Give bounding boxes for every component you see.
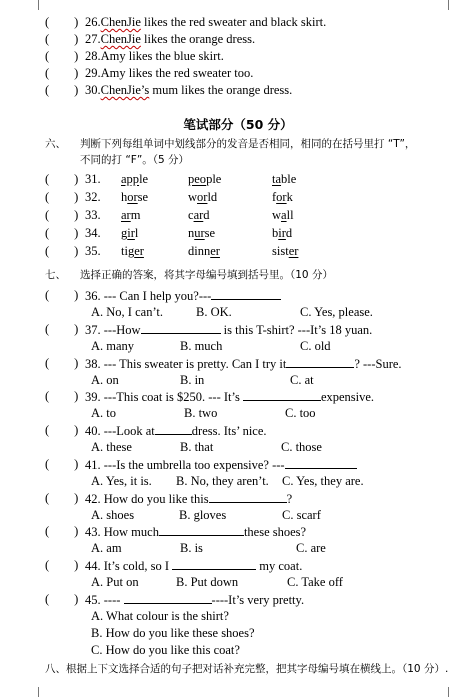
listening-item xyxy=(85,66,253,80)
word-part: d xyxy=(203,208,210,222)
written-section-title: 笔试部分（50 分） xyxy=(183,117,293,132)
section-seven-number: 七、 xyxy=(45,269,66,281)
word-underlined-part: ta xyxy=(272,172,282,186)
question-part: 42. How do you like this xyxy=(85,492,209,506)
item-name: ChenJie’s xyxy=(100,83,150,97)
question-part: expensive. xyxy=(320,390,375,404)
word-part: se xyxy=(204,226,216,240)
question-text xyxy=(85,389,374,404)
answer-bracket[interactable]: ( ) xyxy=(45,524,79,538)
question-part: 45. ---- xyxy=(85,593,124,607)
question-text xyxy=(85,558,302,573)
item-text: likes the orange dress. xyxy=(140,32,256,46)
question-part: ----It’s very pretty. xyxy=(211,593,305,607)
answer-option: C. are xyxy=(296,541,326,555)
word-underlined-part: ir xyxy=(127,226,135,240)
question-part: ? xyxy=(286,492,293,506)
answer-option: A. these xyxy=(91,440,132,454)
word-part: k xyxy=(286,190,293,204)
item-number: 29. xyxy=(85,66,101,80)
word-part: ple xyxy=(206,172,222,186)
word-part: m xyxy=(130,208,141,222)
listening-item xyxy=(85,15,326,29)
word-underlined-part: er xyxy=(134,244,144,258)
word xyxy=(272,208,294,222)
answer-blank[interactable] xyxy=(243,389,321,401)
answer-blank[interactable] xyxy=(211,288,281,300)
word-part: le xyxy=(139,172,149,186)
answer-blank[interactable] xyxy=(159,524,244,536)
answer-option: C. How do you like this coat? xyxy=(91,643,240,657)
question-part: dress. Its’ nice. xyxy=(191,424,267,438)
answer-option: A. shoes xyxy=(91,508,135,522)
word-underlined-part: ar xyxy=(193,208,204,222)
section-seven-instruction: 选择正确的答案，将其字母编号填到括号里。（10 分） xyxy=(80,269,333,281)
item-number: 27. xyxy=(85,32,101,46)
answer-option: A. am xyxy=(91,541,122,555)
answer-bracket[interactable]: ( ) xyxy=(45,558,79,572)
answer-option: C. Take off xyxy=(287,575,343,589)
word-underlined-part: er xyxy=(210,244,220,258)
word-underlined-part: a xyxy=(281,208,287,222)
word-part: w xyxy=(272,208,282,222)
word xyxy=(272,172,296,186)
question-part: 36. --- Can I help you?--- xyxy=(85,289,212,303)
crop-mark-top-right xyxy=(448,0,459,10)
answer-option: C. too xyxy=(285,406,316,420)
word-underlined-part: app xyxy=(121,172,140,186)
answer-blank[interactable] xyxy=(285,457,357,469)
answer-option: B. How do you like these shoes? xyxy=(91,626,255,640)
answer-bracket[interactable]: ( ) xyxy=(45,244,79,258)
crop-mark-bottom-right xyxy=(448,687,459,697)
question-part: my coat. xyxy=(256,559,303,573)
item-number: 34. xyxy=(85,226,101,240)
listening-item xyxy=(85,32,255,46)
answer-blank[interactable] xyxy=(286,356,354,368)
word xyxy=(188,208,210,222)
answer-bracket[interactable]: ( ) xyxy=(45,389,79,403)
question-part: 43. How much xyxy=(85,525,159,539)
answer-option: B. in xyxy=(180,373,205,387)
answer-option: B. that xyxy=(180,440,214,454)
section-six-number: 六、 xyxy=(45,138,66,150)
word-part: n xyxy=(188,226,195,240)
word-part: f xyxy=(272,190,277,204)
answer-bracket[interactable]: ( ) xyxy=(45,322,79,336)
answer-option: A. Yes, it is. xyxy=(91,474,152,488)
question-text xyxy=(85,491,292,506)
answer-option: C. at xyxy=(290,373,314,387)
question-part: 37. ---How xyxy=(85,323,141,337)
answer-option: C. Yes, please. xyxy=(300,305,373,319)
item-text: Amy likes the red sweater too. xyxy=(100,66,254,80)
word xyxy=(272,190,293,204)
word xyxy=(188,172,221,186)
word xyxy=(272,244,298,258)
word-part: sist xyxy=(272,244,289,258)
word-part: ld xyxy=(207,190,218,204)
question-text xyxy=(85,592,304,607)
question-part: 39. ---This coat is $250. --- It’s xyxy=(85,390,243,404)
answer-bracket[interactable]: ( ) xyxy=(45,226,79,240)
item-number: 31. xyxy=(85,172,101,186)
word-part: w xyxy=(188,190,198,204)
word-part: b xyxy=(272,226,279,240)
answer-blank[interactable] xyxy=(155,423,192,435)
question-text xyxy=(85,322,372,337)
answer-option: B. is xyxy=(180,541,203,555)
question-text xyxy=(85,457,357,472)
answer-blank[interactable] xyxy=(141,322,221,334)
answer-option: A. What colour is the shirt? xyxy=(91,609,229,623)
answer-bracket[interactable]: ( ) xyxy=(45,15,79,29)
answer-option: C. those xyxy=(281,440,322,454)
answer-option: A. to xyxy=(91,406,116,420)
question-part: 44. It’s cold, so I xyxy=(85,559,173,573)
section-six-instruction-line1: 判断下列每组单词中划线部分的发音是否相同，相同的在括号里打 “T”， xyxy=(80,138,416,150)
answer-option: B. Put down xyxy=(176,575,239,589)
question-part: these shoes? xyxy=(243,525,307,539)
word xyxy=(188,244,220,258)
answer-bracket[interactable]: ( ) xyxy=(45,356,79,370)
word-part: l xyxy=(134,226,139,240)
answer-bracket[interactable]: ( ) xyxy=(45,66,79,80)
word-part: dinn xyxy=(188,244,211,258)
listening-item xyxy=(85,83,292,97)
word-part: ll xyxy=(286,208,294,222)
answer-option: B. gloves xyxy=(179,508,227,522)
section-eight-instruction: 八、根据上下文选择合适的句子把对话补充完整，把其字母编号填在横线上。（10 分）. xyxy=(45,663,449,675)
answer-bracket[interactable]: ( ) xyxy=(45,49,79,63)
item-text: likes the red sweater and black skirt. xyxy=(140,15,327,29)
item-number: 30. xyxy=(85,83,101,97)
question-text xyxy=(85,356,402,371)
word xyxy=(188,226,215,240)
crop-mark-bottom-left xyxy=(28,687,39,697)
answer-blank[interactable] xyxy=(172,558,256,570)
answer-bracket[interactable]: ( ) xyxy=(45,491,79,505)
word-underlined-part: ar xyxy=(121,208,131,222)
word-underlined-part: or xyxy=(276,190,287,204)
word xyxy=(188,190,217,204)
item-number: 28. xyxy=(85,49,101,63)
question-part: ? ---Sure. xyxy=(354,357,402,371)
word-underlined-part: or xyxy=(197,190,208,204)
answer-option: A. many xyxy=(91,339,135,353)
crop-mark-top-left xyxy=(28,0,39,10)
answer-bracket[interactable]: ( ) xyxy=(45,457,79,471)
answer-option: C. Yes, they are. xyxy=(282,474,364,488)
item-number: 32. xyxy=(85,190,101,204)
question-part: is this T-shirt? ---It’s 18 yuan. xyxy=(220,323,373,337)
answer-option: B. two xyxy=(184,406,218,420)
word xyxy=(272,226,292,240)
answer-option: C. old xyxy=(300,339,331,353)
listening-item xyxy=(85,49,224,63)
answer-bracket[interactable]: ( ) xyxy=(45,32,79,46)
question-text xyxy=(85,288,281,303)
answer-option: A. on xyxy=(91,373,119,387)
word-underlined-part: peo xyxy=(188,172,207,186)
word xyxy=(121,226,138,240)
answer-option: B. OK. xyxy=(196,305,232,319)
word-part: tig xyxy=(121,244,135,258)
item-text: Amy likes the blue skirt. xyxy=(100,49,224,63)
word xyxy=(121,190,148,204)
question-part: 40. ---Look at xyxy=(85,424,155,438)
word-underlined-part: ur xyxy=(194,226,205,240)
question-part: 41. ---Is the umbrella too expensive? --- xyxy=(85,458,285,472)
answer-option: B. much xyxy=(180,339,223,353)
word-underlined-part: ir xyxy=(278,226,286,240)
answer-option: A. No, I can’t. xyxy=(91,305,163,319)
answer-bracket[interactable]: ( ) xyxy=(45,592,79,606)
item-name: ChenJie xyxy=(100,15,141,29)
word-part: se xyxy=(137,190,149,204)
question-part: 38. --- This sweater is pretty. Can I try it xyxy=(85,357,287,371)
item-name: ChenJie xyxy=(100,32,141,46)
question-text xyxy=(85,423,267,438)
answer-option: C. scarf xyxy=(282,508,321,522)
word-underlined-part: or xyxy=(127,190,138,204)
word-underlined-part: er xyxy=(288,244,299,258)
question-text xyxy=(85,524,306,539)
answer-blank[interactable] xyxy=(209,491,287,503)
item-number: 35. xyxy=(85,244,101,258)
word-part: h xyxy=(121,190,128,204)
word-part: ble xyxy=(281,172,297,186)
item-text: mum likes the orange dress. xyxy=(149,83,293,97)
answer-bracket[interactable]: ( ) xyxy=(45,190,79,204)
item-number: 26. xyxy=(85,15,101,29)
answer-bracket[interactable]: ( ) xyxy=(45,172,79,186)
answer-bracket[interactable]: ( ) xyxy=(45,288,79,302)
answer-bracket[interactable]: ( ) xyxy=(45,83,79,97)
answer-bracket[interactable]: ( ) xyxy=(45,208,79,222)
word xyxy=(121,208,140,222)
word-part: g xyxy=(121,226,128,240)
answer-blank[interactable] xyxy=(124,592,212,604)
word xyxy=(121,244,144,258)
answer-option: A. Put on xyxy=(91,575,139,589)
section-six-instruction-line2: 不同的打 “F”。（5 分） xyxy=(80,154,190,166)
word-part: c xyxy=(188,208,194,222)
word-part: d xyxy=(285,226,293,240)
answer-option: B. No, they aren’t. xyxy=(176,474,269,488)
word xyxy=(121,172,148,186)
item-number: 33. xyxy=(85,208,101,222)
answer-bracket[interactable]: ( ) xyxy=(45,423,79,437)
